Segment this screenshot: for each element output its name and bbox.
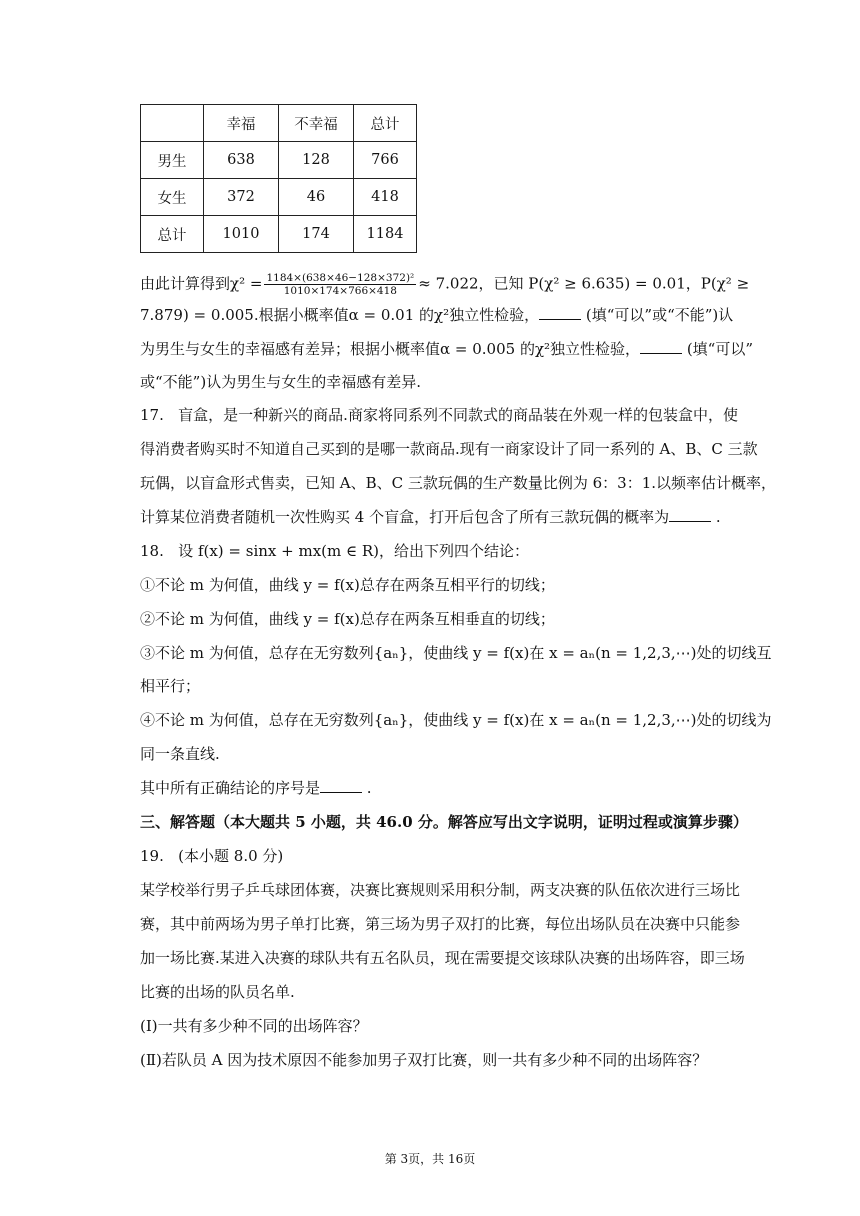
q18-conclusion-4: ④不论 m 为何值，总存在无穷数列{aₙ}，使曲线 y = f(x)在 x = aₙ(n = 1,2,3,⋯)处的切线为: [140, 711, 772, 729]
question-number: 18.: [140, 542, 164, 560]
table-cell: 46: [279, 179, 354, 216]
q16-text: 7.879) = 0.005.根据小概率值α = 0.01 的χ²独立性检验，: [140, 306, 540, 324]
q18-text: 设 f(x) = sinx + mx(m ∈ R)，给出下列四个结论：: [178, 542, 530, 560]
table-cell: 1184: [354, 216, 417, 253]
q19-header: [140, 846, 283, 866]
table-cell: 总计: [141, 216, 204, 253]
q18-conclusion-3: ③不论 m 为何值，总存在无穷数列{aₙ}，使曲线 y = f(x)在 x = aₙ(n = 1,2,3,⋯)处的切线互: [140, 644, 772, 662]
question-number: 17.: [140, 406, 164, 424]
q18-conclusion-3-cont: 相平行；: [140, 677, 201, 695]
section-heading: 三、解答题（本大题共 5 小题，共 46.0 分。解答应写出文字说明，证明过程或演算步骤）: [140, 813, 748, 831]
table-cell: 128: [279, 142, 354, 179]
q18-conclusion-4-cont: 同一条直线.: [140, 745, 220, 763]
q19-part-1: (Ⅰ)一共有多少种不同的出场阵容？: [140, 1017, 368, 1035]
fraction-denominator: 1010×174×766×418: [283, 285, 397, 297]
q19-line-2: 赛，其中前两场为男子单打比赛，第三场为男子双打的比赛，每位出场队员在决赛中只能参: [140, 915, 741, 933]
q16-text: ≈ 7.022，已知 P(χ² ≥ 6.635) = 0.01，P(χ² ≥: [418, 274, 750, 293]
table-row: [141, 179, 417, 216]
question-score: (本小题 8.0 分): [178, 847, 284, 865]
q17-line-2: 得消费者购买时不知道自己买到的是哪一款商品.现有一商家设计了同一系列的 A、B、C 三款: [140, 440, 758, 458]
q18-ask: [140, 778, 372, 798]
q16-line-2: [140, 305, 733, 325]
q16-text: 为男生与女生的幸福感有差异；根据小概率值α = 0.005 的χ²独立性检验，: [140, 340, 641, 358]
q16-line-4: 或“不能”)认为男生与女生的幸福感有差异.: [140, 373, 421, 391]
chi-square-fraction: [264, 272, 416, 297]
q18-text: 其中所有正确结论的序号是: [140, 779, 321, 797]
q18-text: .: [362, 779, 372, 797]
table-cell: 1010: [204, 216, 279, 253]
table-cell: 418: [354, 179, 417, 216]
q17-line-4: [140, 507, 721, 527]
contingency-table: [140, 104, 417, 253]
q17-text: .: [711, 508, 721, 526]
q17-text: 计算某位消费者随机一次性购买 4 个盲盒，打开后包含了所有三款玩偶的概率为: [140, 508, 670, 526]
question-number: 19.: [140, 847, 164, 865]
table-cell: 638: [204, 142, 279, 179]
q19-line-3: 加一场比赛.某进入决赛的球队共有五名队员，现在需要提交该球队决赛的出场阵容，即三场: [140, 949, 745, 967]
q17-line-3: 玩偶，以盲盒形式售卖，已知 A、B、C 三款玩偶的生产数量比例为 6：3：1.以频率估计概率，: [140, 474, 777, 492]
table-cell: [141, 105, 204, 142]
page-footer: 第 3页，共 16页: [384, 1152, 476, 1166]
q16-text: (填“可以”或“不能”)认: [581, 306, 734, 324]
table-cell: 幸福: [204, 105, 279, 142]
table-cell: 不幸福: [279, 105, 354, 142]
table-row: [141, 142, 417, 179]
q18-conclusion-1: ①不论 m 为何值，曲线 y = f(x)总存在两条互相平行的切线；: [140, 576, 555, 594]
q18-line-1: [140, 541, 529, 561]
q16-line-3: [140, 339, 753, 359]
answer-blank: [320, 778, 362, 793]
q19-part-2: (Ⅱ)若队员 A 因为技术原因不能参加男子双打比赛，则一共有多少种不同的出场阵容？: [140, 1051, 708, 1069]
table-cell: 372: [204, 179, 279, 216]
q16-text: 由此计算得到χ² =: [140, 274, 263, 293]
q17-text: 盲盒，是一种新兴的商品.商家将同系列不同款式的商品装在外观一样的包装盒中，使: [178, 406, 738, 424]
table-cell: 男生: [141, 142, 204, 179]
q19-line-1: 某学校举行男子乒乓球团体赛，决赛比赛规则采用积分制，两支决赛的队伍依次进行三场比: [140, 881, 741, 899]
q16-line-1: [140, 272, 749, 297]
q19-line-4: 比赛的出场的队员名单.: [140, 983, 295, 1001]
table-cell: 766: [354, 142, 417, 179]
q18-conclusion-2: ②不论 m 为何值，曲线 y = f(x)总存在两条互相垂直的切线；: [140, 610, 555, 628]
fraction-numerator: 1184×(638×46−128×372)²: [266, 272, 415, 284]
table-cell: 女生: [141, 179, 204, 216]
table-cell: 总计: [354, 105, 417, 142]
table-cell: 174: [279, 216, 354, 253]
answer-blank: [669, 507, 711, 522]
table-header-row: [141, 105, 417, 142]
answer-blank: [539, 305, 581, 320]
q17-line-1: [140, 405, 738, 425]
table-row: [141, 216, 417, 253]
answer-blank: [640, 339, 682, 354]
q16-text: (填“可以”: [682, 340, 754, 358]
